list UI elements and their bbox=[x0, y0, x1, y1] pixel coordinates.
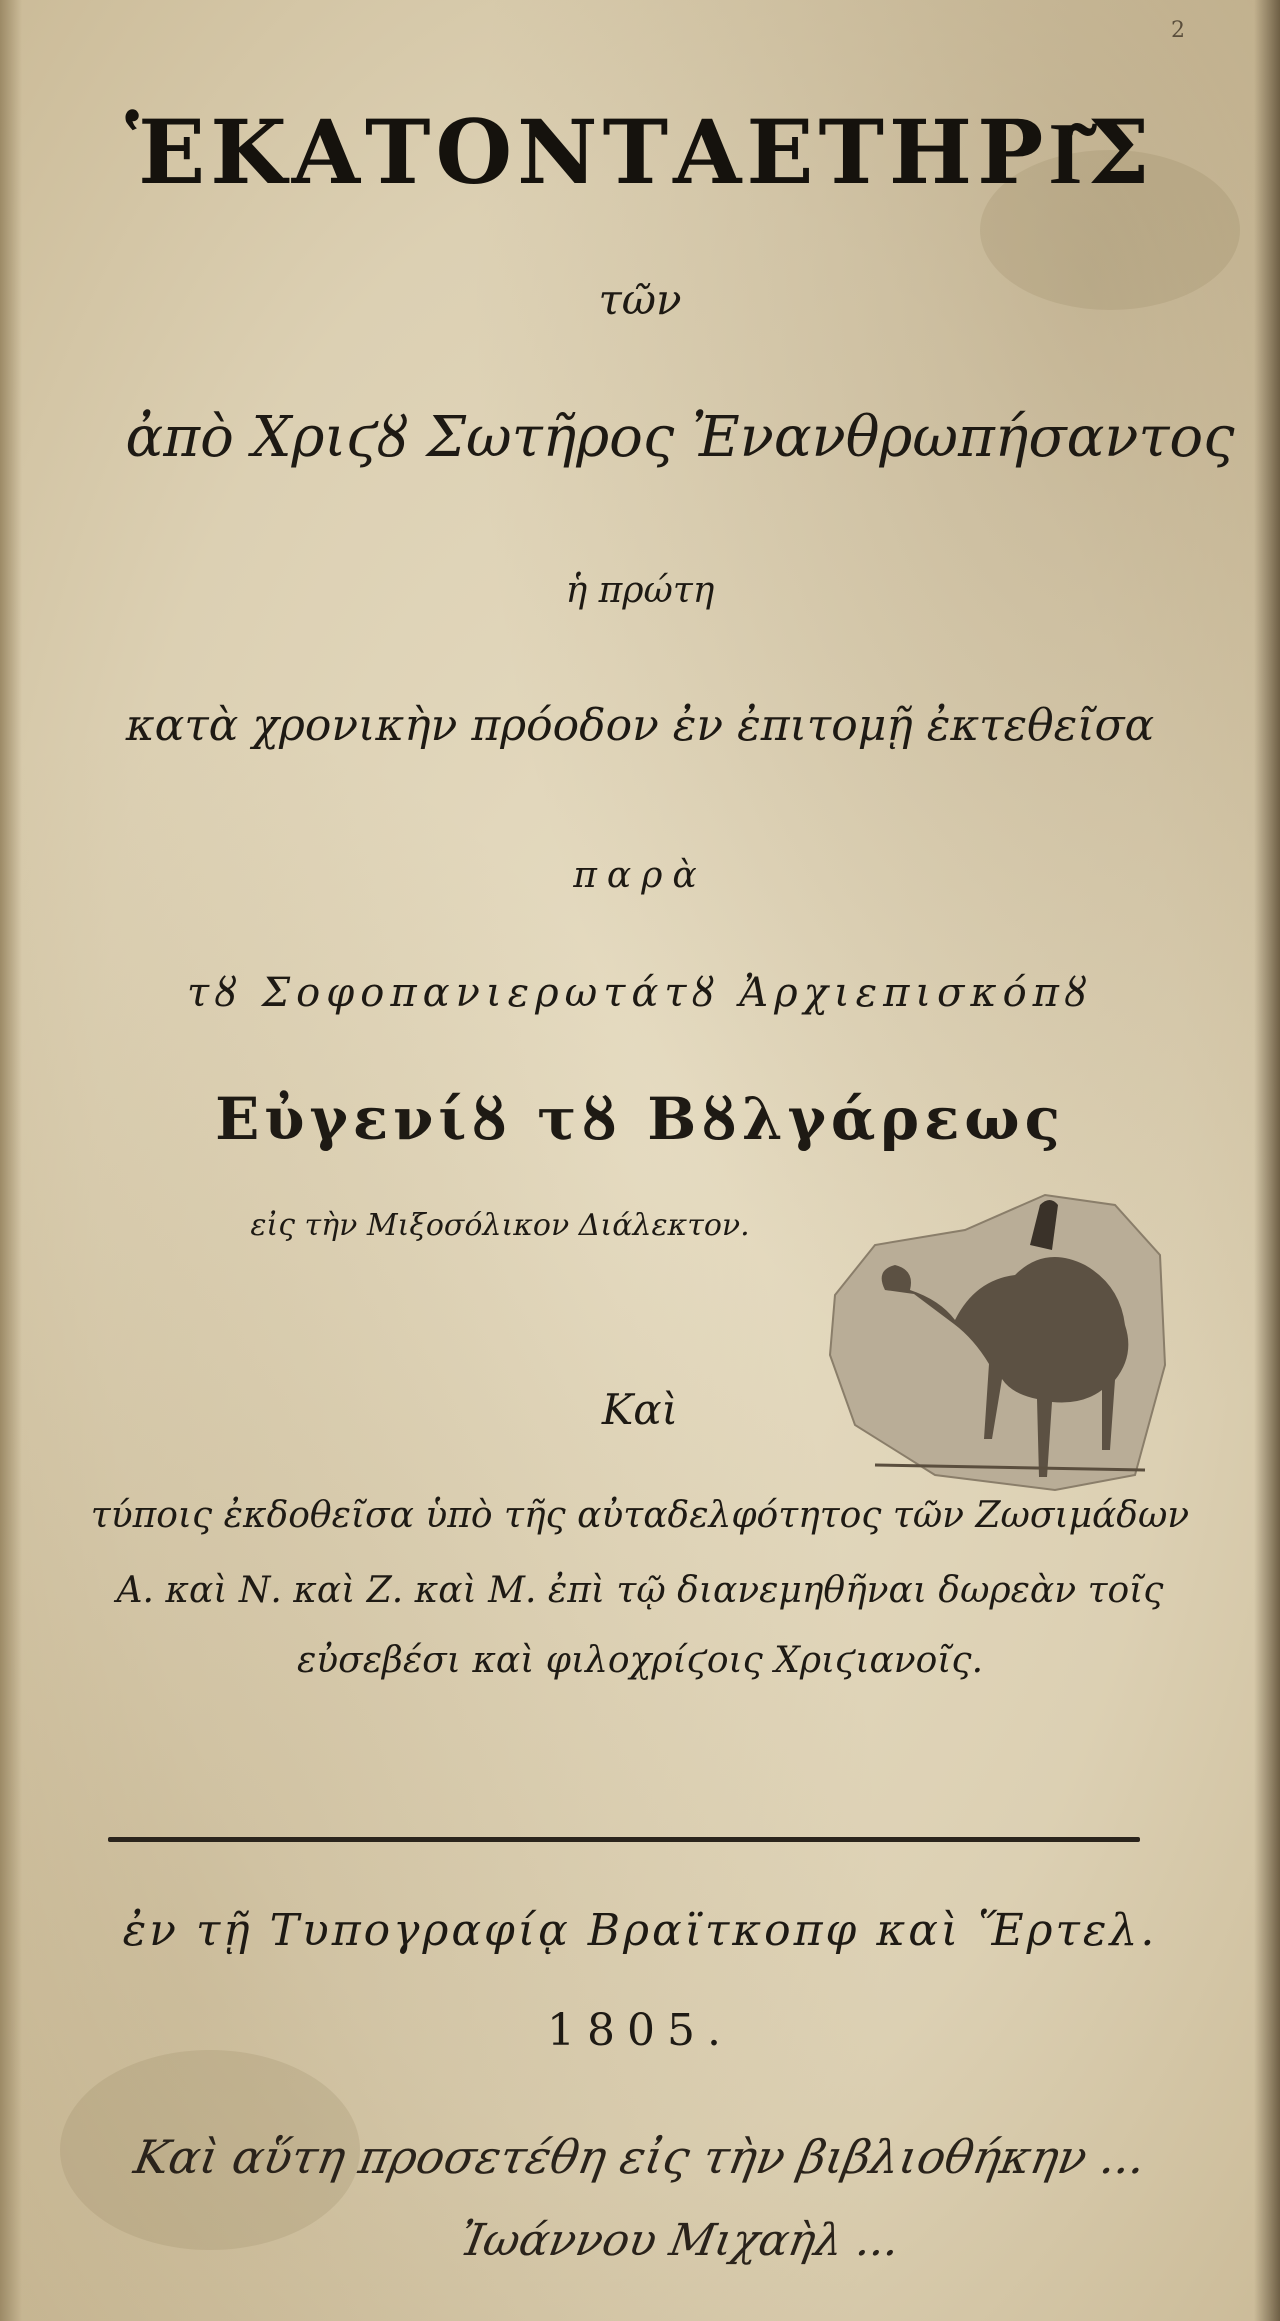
conjunction-line: Καὶ bbox=[601, 1385, 679, 1434]
subtitle-line: ἀπὸ Χριϛȣ Σωτῆρος Ἐνανθρωπήσαντος bbox=[125, 405, 1235, 470]
horizontal-rule bbox=[108, 1837, 1140, 1842]
subtitle-line: κατὰ χρονικὴν πρόοδον ἐν ἐπιτομῇ ἐκτεθεῖσα bbox=[125, 700, 1155, 751]
subtitle-line: παρὰ bbox=[573, 855, 707, 896]
handwritten-inscription: Καὶ αὕτη προσετέθη εἰς τὴν βιβλιοθήκην ... bbox=[130, 2130, 1150, 2184]
publisher-line: εὐσεβέσι καὶ φιλοχρίϛοις Χριϛιανοῖς. bbox=[296, 1640, 984, 1681]
publisher-line: Α. καὶ Ν. καὶ Ζ. καὶ Μ. ἐπὶ τῷ διανεμηθῆναι δωρεὰν τοῖς bbox=[116, 1570, 1164, 1611]
page-edge-right bbox=[1254, 0, 1280, 2321]
author-name: Εὐγενίȣ τȣ Βȣλγάρεως bbox=[215, 1085, 1065, 1153]
corner-mark: 2 bbox=[1171, 18, 1185, 43]
author-title-line: τȣ Σοφοπανιερωτάτȣ Ἀρχιεπισκόπȣ bbox=[186, 970, 1094, 1016]
book-title: ἙΚΑΤΟΝΤΑΕΤΗΡΙ͂Σ bbox=[125, 100, 1155, 204]
handwritten-signature: Ἰωάννου Μιχαὴλ ... bbox=[456, 2215, 904, 2266]
subtitle-line: ἡ πρώτη bbox=[565, 570, 715, 611]
subtitle-line: τῶν bbox=[598, 275, 682, 324]
publication-year: 1805. bbox=[547, 2005, 733, 2056]
language-line: εἰς τὴν Μιξοσόλικον Διάλεκτον. bbox=[250, 1208, 750, 1243]
printer-line: ἐν τῇ Τυπογραφίᾳ Βραϊτκοπφ καὶ Ἕρτελ. bbox=[122, 1905, 1158, 1956]
publisher-line: τύποις ἐκδοθεῖσα ὑπὸ τῆς αὐταδελφότητος τῶν Ζωσιμάδων bbox=[90, 1495, 1190, 1536]
page-edge-left bbox=[0, 0, 22, 2321]
camel-illustration bbox=[815, 1175, 1175, 1495]
